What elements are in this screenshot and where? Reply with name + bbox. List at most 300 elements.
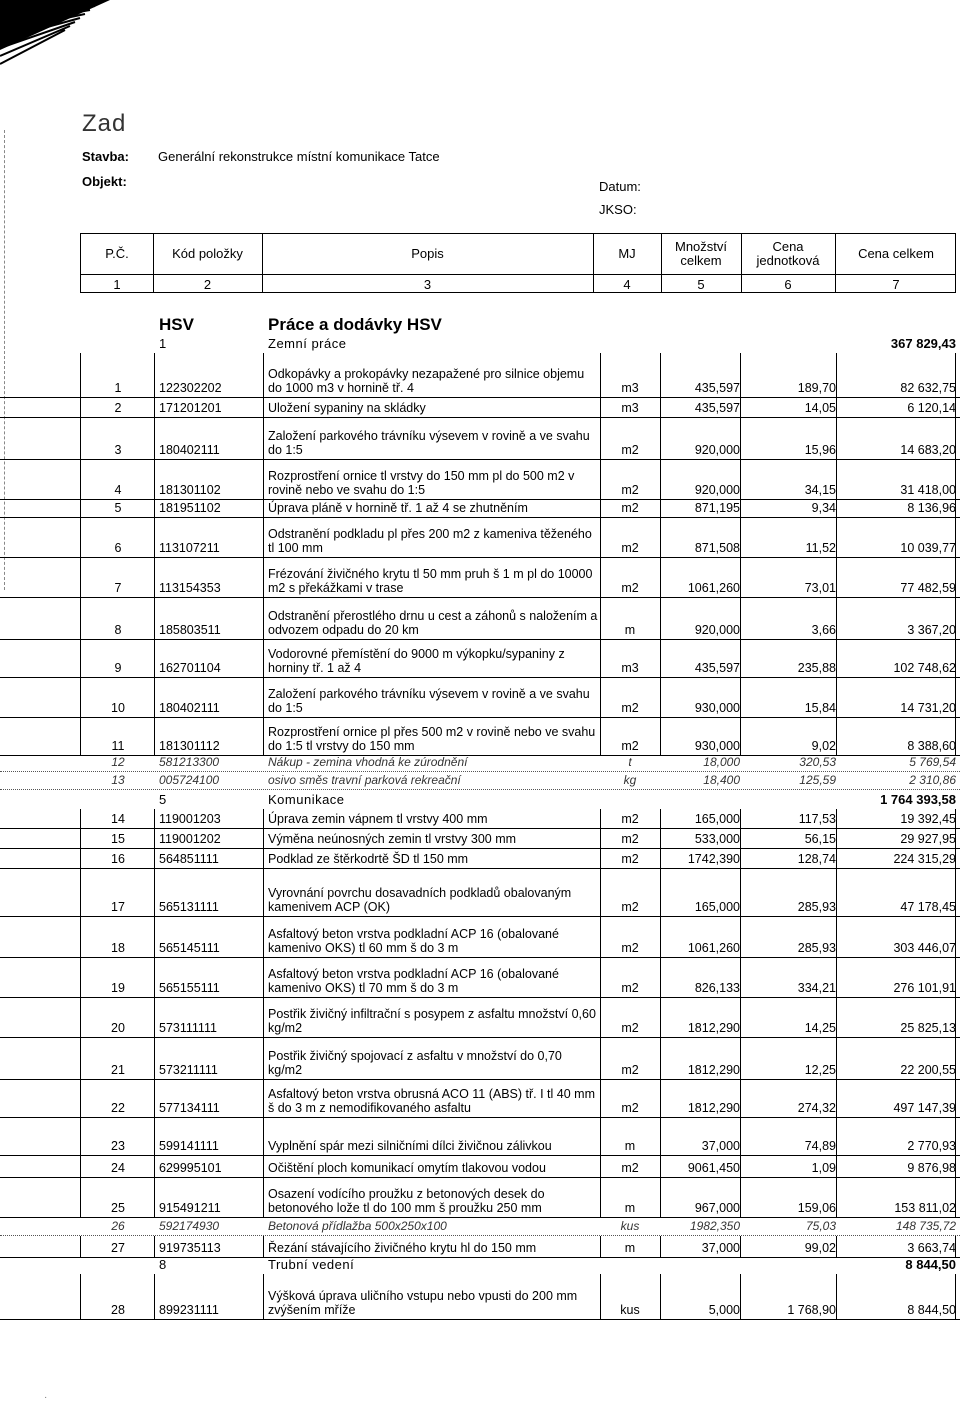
table-row — [0, 1118, 960, 1156]
table-row — [0, 418, 960, 460]
item-code: 181301112 — [159, 739, 220, 753]
item-quantity: 165,000 — [694, 812, 740, 826]
item-total: 82 632,75 — [900, 381, 956, 395]
item-description: Asfaltový beton vrstva obrusná ACO 11 (ABS) tř. I tl 40 mm š do 3 m z nemodifikovaného asfaltu — [268, 1087, 595, 1115]
item-quantity: 826,133 — [694, 981, 740, 995]
item-code: 573111111 — [159, 1021, 217, 1035]
column-header-table — [80, 233, 956, 293]
cell-divider — [154, 1236, 155, 1258]
row-number: 21 — [111, 1063, 125, 1077]
row-number: 25 — [111, 1201, 125, 1215]
item-total: 22 200,55 — [900, 1063, 956, 1077]
item-unit-price: 117,53 — [798, 812, 836, 826]
section-name: Trubní vedení — [268, 1257, 355, 1272]
cell-divider — [836, 849, 837, 869]
item-code: 915491211 — [159, 1201, 221, 1215]
header-cena-celkem: Cena celkem — [858, 246, 934, 261]
cell-divider — [836, 518, 837, 558]
item-unit-price: 15,84 — [804, 701, 836, 715]
item-unit-price: 34,15 — [804, 483, 836, 497]
cell-divider — [263, 518, 264, 558]
item-unit: m — [624, 623, 636, 637]
cell-divider — [154, 869, 155, 917]
item-unit: m2 — [621, 541, 639, 555]
row-number: 26 — [111, 1219, 125, 1233]
corner-scan-mark — [0, 0, 110, 110]
section-name: Zemní práce — [268, 336, 347, 351]
colnum-4: 4 — [623, 276, 631, 292]
cell-divider — [154, 1118, 155, 1156]
item-code: 180402111 — [159, 443, 220, 457]
item-description: Řezání stávajícího živičného krytu hl do 150 mm — [268, 1241, 537, 1255]
row-number: 28 — [111, 1303, 125, 1317]
item-unit: m2 — [621, 852, 639, 866]
item-quantity: 920,000 — [694, 443, 740, 457]
item-code: 162701104 — [159, 661, 221, 675]
item-total: 2 310,86 — [909, 773, 956, 787]
colnum-2: 2 — [203, 276, 212, 292]
item-description: Vyrovnání povrchu dosavadních podkladů obalovaným kamenivem ACP (OK) — [268, 886, 572, 914]
document-title: Zad — [82, 110, 127, 137]
item-unit: kus — [620, 1303, 640, 1317]
table-row — [0, 1274, 960, 1320]
cell-divider — [263, 1236, 264, 1258]
cell-divider — [263, 718, 264, 756]
item-total: 276 101,91 — [893, 981, 956, 995]
item-unit-price: 56,15 — [804, 832, 836, 846]
row-number: 7 — [114, 581, 122, 595]
item-quantity: 18,000 — [703, 755, 740, 769]
item-description: Vodorovné přemístění do 9000 m výkopku/sypaniny z horniny tř. 1 až 4 — [268, 647, 565, 675]
item-quantity: 871,195 — [694, 501, 740, 515]
cell-divider — [836, 809, 837, 829]
row-number: 2 — [114, 401, 122, 415]
item-unit-price: 99,02 — [804, 1241, 836, 1255]
table-row — [0, 558, 960, 598]
cell-divider — [836, 1178, 837, 1218]
cell-divider — [836, 1236, 837, 1258]
table-row — [0, 398, 960, 418]
item-code: 899231111 — [159, 1303, 219, 1317]
item-quantity: 1982,350 — [689, 1219, 740, 1233]
item-total: 102 748,62 — [893, 661, 956, 675]
section-row — [0, 337, 960, 353]
item-description: Založení parkového trávníku výsevem v rovině a ve svahu do 1:5 — [268, 687, 590, 715]
item-total: 3 663,74 — [907, 1241, 956, 1255]
table-row — [0, 809, 960, 829]
colnum-3: 3 — [423, 276, 432, 292]
row-number: 19 — [111, 981, 125, 995]
item-description: Úprava pláně v hornině tř. 1 až 4 se zhutněním — [268, 501, 528, 515]
table-row — [0, 1156, 960, 1178]
cell-divider — [263, 353, 264, 398]
item-total: 14 683,20 — [900, 443, 956, 457]
jkso-label: JKSO: — [599, 202, 637, 217]
item-code: 573211111 — [159, 1063, 218, 1077]
material-row — [0, 1218, 960, 1236]
item-total: 29 927,95 — [900, 832, 956, 846]
cell-divider — [263, 398, 264, 418]
colnum-6: 6 — [784, 276, 792, 292]
stavba-label: Stavba: — [82, 149, 129, 164]
item-unit-price: 1 768,90 — [787, 1303, 836, 1317]
item-unit: m2 — [621, 581, 639, 595]
row-number: 23 — [111, 1139, 125, 1153]
item-unit: m2 — [621, 1101, 639, 1115]
cell-divider — [836, 598, 837, 640]
table-row — [0, 1236, 960, 1258]
table-row — [0, 869, 960, 917]
item-quantity: 435,597 — [694, 401, 740, 415]
table-row — [0, 640, 960, 678]
cell-divider — [836, 558, 837, 598]
cell-divider — [154, 518, 155, 558]
header-cena-jedn: Cena jednotková — [756, 239, 820, 268]
item-unit: m — [624, 1139, 636, 1153]
row-number: 16 — [111, 852, 125, 866]
cell-divider — [154, 558, 155, 598]
item-quantity: 1742,390 — [687, 852, 740, 866]
item-code: 113154353 — [159, 581, 221, 595]
cell-divider — [836, 718, 837, 756]
item-quantity: 1061,260 — [687, 581, 740, 595]
cell-divider — [836, 460, 837, 500]
section-number: 1 — [159, 336, 167, 351]
item-total: 8 844,50 — [907, 1303, 956, 1317]
cell-divider — [263, 1178, 264, 1218]
cell-divider — [154, 640, 155, 678]
table-row — [0, 958, 960, 998]
item-description: Uložení sypaniny na skládky — [268, 401, 426, 415]
table-row — [0, 849, 960, 869]
header-kod: Kód položky — [172, 246, 243, 261]
cell-divider — [836, 678, 837, 718]
item-quantity: 18,400 — [703, 773, 740, 787]
item-total: 9 876,98 — [907, 1161, 956, 1175]
item-unit-price: 1,09 — [811, 1161, 836, 1175]
row-number: 20 — [111, 1021, 125, 1035]
table-row — [0, 500, 960, 518]
table-row — [0, 353, 960, 398]
item-code: 581213300 — [159, 755, 220, 769]
table-row — [0, 1038, 960, 1080]
colnum-1: 1 — [113, 276, 121, 292]
item-total: 77 482,59 — [900, 581, 956, 595]
item-quantity: 5,000 — [708, 1303, 740, 1317]
item-total: 3 367,20 — [907, 623, 956, 637]
stray-mark: · — [44, 1392, 48, 1403]
item-quantity: 930,000 — [694, 739, 740, 753]
item-code: 180402111 — [159, 701, 220, 715]
item-quantity: 871,508 — [694, 541, 740, 555]
cell-divider — [836, 1274, 837, 1320]
section-total: 367 829,43 — [890, 336, 956, 351]
table-row — [0, 598, 960, 640]
cell-divider — [263, 558, 264, 598]
row-number: 27 — [111, 1241, 125, 1255]
item-unit-price: 9,02 — [811, 739, 836, 753]
item-quantity: 435,597 — [694, 661, 740, 675]
item-code: 565131111 — [159, 900, 219, 914]
item-description: Očištění ploch komunikací omytím tlakovou vodou — [268, 1161, 546, 1175]
item-unit: m3 — [621, 381, 639, 395]
item-unit-price: 235,88 — [797, 661, 836, 675]
item-code: 592174930 — [159, 1219, 220, 1233]
row-number: 5 — [114, 501, 122, 515]
cell-divider — [263, 809, 264, 829]
header-mj: MJ — [618, 246, 636, 261]
datum-label: Datum: — [599, 179, 641, 194]
item-description: osivo směs travní parková rekreační — [268, 773, 461, 787]
item-unit-price: 334,21 — [797, 981, 836, 995]
header-popis: Popis — [411, 246, 444, 261]
item-unit: kus — [620, 1219, 640, 1233]
item-unit: t — [628, 755, 632, 769]
section-row — [0, 790, 960, 809]
header-mnozstvi: Množství celkem — [674, 239, 727, 268]
cell-divider — [836, 869, 837, 917]
cell-divider — [263, 598, 264, 640]
cell-divider — [154, 1038, 155, 1080]
cell-divider — [154, 1178, 155, 1218]
item-unit-price: 14,05 — [804, 401, 836, 415]
cell-divider — [836, 829, 837, 849]
item-quantity: 967,000 — [694, 1201, 740, 1215]
cell-divider — [836, 998, 837, 1038]
item-code: 122302202 — [159, 381, 222, 395]
item-description: Úprava zemin vápnem tl vrstvy 400 mm — [268, 812, 488, 826]
item-unit-price: 128,74 — [797, 852, 836, 866]
cell-divider — [836, 1118, 837, 1156]
item-unit: m2 — [621, 701, 639, 715]
item-unit-price: 320,53 — [799, 755, 836, 769]
item-description: Odkopávky a prokopávky nezapažené pro silnice objemu do 1000 m3 v hornině tř. 4 — [268, 367, 585, 395]
cell-divider — [154, 958, 155, 998]
row-number: 15 — [111, 832, 125, 846]
item-unit: m2 — [621, 443, 639, 457]
cell-divider — [154, 500, 155, 518]
item-unit: m3 — [621, 401, 639, 415]
item-description: Odstranění přerostlého drnu u cest a záhonů s naložením a odvozem odpadu do 20 km — [268, 609, 598, 637]
item-quantity: 435,597 — [694, 381, 740, 395]
cell-divider — [154, 917, 155, 958]
colnum-7: 7 — [892, 276, 900, 292]
cell-divider — [836, 418, 837, 460]
row-number: 9 — [114, 661, 122, 675]
item-quantity: 1061,260 — [687, 941, 740, 955]
item-unit: m — [624, 1201, 636, 1215]
cell-divider — [836, 353, 837, 398]
item-unit: m2 — [621, 981, 639, 995]
header-pc: P.Č. — [105, 246, 129, 261]
cell-divider — [263, 917, 264, 958]
cell-divider — [263, 1118, 264, 1156]
item-unit: m2 — [621, 501, 639, 515]
item-unit: m2 — [621, 900, 639, 914]
cell-divider — [263, 869, 264, 917]
cell-divider — [263, 1274, 264, 1320]
item-code: 119001203 — [159, 812, 221, 826]
cell-divider — [154, 678, 155, 718]
item-unit: m2 — [621, 1161, 639, 1175]
cell-divider — [263, 1038, 264, 1080]
row-number: 22 — [111, 1101, 125, 1115]
item-total: 5 769,54 — [909, 755, 956, 769]
item-unit: m2 — [621, 739, 639, 753]
cell-divider — [263, 460, 264, 500]
item-quantity: 533,000 — [694, 832, 740, 846]
item-description: Postřik živičný infiltrační s posypem z asfaltu množství 0,60 kg/m2 — [268, 1007, 596, 1035]
cell-divider — [263, 998, 264, 1038]
section-name: Komunikace — [268, 792, 345, 807]
cell-divider — [263, 678, 264, 718]
item-total: 497 147,39 — [893, 1101, 956, 1115]
item-unit: kg — [623, 773, 637, 787]
group-code: HSV — [159, 315, 194, 334]
row-number: 8 — [114, 623, 122, 637]
item-total: 31 418,00 — [900, 483, 956, 497]
item-code: 599141111 — [159, 1139, 219, 1153]
cell-divider — [263, 500, 264, 518]
item-description: Frézování živičného krytu tl 50 mm pruh š 1 m pl do 10000 m2 s překážkami v trase — [268, 567, 593, 595]
cell-divider — [836, 1038, 837, 1080]
section-row — [0, 1258, 960, 1274]
cell-divider — [836, 917, 837, 958]
item-unit-price: 14,25 — [804, 1021, 836, 1035]
cell-divider — [154, 718, 155, 756]
item-description: Založení parkového trávníku výsevem v rovině a ve svahu do 1:5 — [268, 429, 590, 457]
item-total: 19 392,45 — [900, 812, 956, 826]
row-number: 12 — [111, 755, 125, 769]
row-number: 4 — [114, 483, 122, 497]
stavba-value: Generální rekonstrukce místní komunikace Tatce — [158, 149, 440, 164]
row-number: 3 — [114, 443, 122, 457]
section-number: 8 — [159, 1257, 167, 1272]
item-unit-price: 285,93 — [797, 900, 836, 914]
cell-divider — [263, 418, 264, 460]
table-row — [0, 998, 960, 1038]
cell-divider — [154, 460, 155, 500]
row-number: 17 — [111, 900, 125, 914]
cell-divider — [154, 418, 155, 460]
material-row — [0, 756, 960, 772]
item-unit-price: 9,34 — [811, 501, 836, 515]
item-description: Výměna neúnosných zemin tl vrstvy 300 mm — [268, 832, 517, 846]
cell-divider — [154, 1156, 155, 1178]
cell-divider — [154, 829, 155, 849]
item-unit: m2 — [621, 1021, 639, 1035]
cell-divider — [836, 1080, 837, 1118]
item-description: Vyplnění spár mezi silničními dílci živičnou zálivkou — [268, 1139, 552, 1153]
cell-divider — [263, 1156, 264, 1178]
item-quantity: 1812,290 — [687, 1063, 740, 1077]
item-code: 005724100 — [159, 773, 220, 787]
row-number: 11 — [111, 739, 125, 753]
item-description: Asfaltový beton vrstva podkladní ACP 16 (obalované kamenivo OKS) tl 60 mm š do 3 m — [268, 927, 559, 955]
item-total: 47 178,45 — [900, 900, 956, 914]
cell-divider — [154, 353, 155, 398]
item-unit-price: 73,01 — [804, 581, 836, 595]
cell-divider — [836, 398, 837, 418]
cell-divider — [836, 958, 837, 998]
cell-divider — [154, 598, 155, 640]
item-unit-price: 15,96 — [804, 443, 836, 457]
table-row — [0, 518, 960, 558]
table-row — [0, 718, 960, 756]
item-description: Osazení vodícího proužku z betonových desek do betonového lože tl do 100 mm š proužku 250 mm — [268, 1187, 545, 1215]
item-quantity: 37,000 — [701, 1139, 740, 1153]
item-unit-price: 189,70 — [797, 381, 836, 395]
cell-divider — [154, 1274, 155, 1320]
item-unit: m2 — [621, 832, 639, 846]
table-row — [0, 829, 960, 849]
item-code: 629995101 — [159, 1161, 222, 1175]
item-code: 919735113 — [159, 1241, 221, 1255]
cell-divider — [836, 500, 837, 518]
item-total: 8 388,60 — [907, 739, 956, 753]
item-code: 565145111 — [159, 941, 220, 955]
item-quantity: 920,000 — [694, 623, 740, 637]
item-unit-price: 3,66 — [811, 623, 836, 637]
item-code: 564851111 — [159, 852, 219, 866]
item-code: 185803511 — [159, 623, 221, 637]
table-row — [0, 1080, 960, 1118]
item-unit-price: 11,52 — [805, 541, 836, 555]
item-description: Rozprostření ornice pl přes 500 m2 v rovině nebo ve svahu do 1:5 tl vrstvy do 150 mm — [268, 725, 596, 753]
item-description: Nákup - zemina vhodná ke zúrodnění — [268, 755, 468, 769]
item-unit: m2 — [621, 941, 639, 955]
item-total: 6 120,14 — [907, 401, 956, 415]
group-name: Práce a dodávky HSV — [268, 315, 442, 334]
item-unit-price: 12,25 — [804, 1063, 836, 1077]
section-number: 5 — [159, 792, 167, 807]
table-row — [0, 678, 960, 718]
item-unit: m2 — [621, 812, 639, 826]
item-description: Postřik živičný spojovací z asfaltu v množství do 0,70 kg/m2 — [268, 1049, 562, 1077]
item-unit-price: 274,32 — [797, 1101, 836, 1115]
item-quantity: 920,000 — [694, 483, 740, 497]
item-unit-price: 75,03 — [805, 1219, 836, 1233]
item-total: 303 446,07 — [893, 941, 956, 955]
item-code: 113107211 — [159, 541, 220, 555]
cell-divider — [263, 640, 264, 678]
cell-divider — [154, 849, 155, 869]
item-code: 181951102 — [159, 501, 221, 515]
item-quantity: 930,000 — [694, 701, 740, 715]
item-unit-price: 285,93 — [797, 941, 836, 955]
item-total: 14 731,20 — [900, 701, 956, 715]
item-quantity: 1812,290 — [687, 1021, 740, 1035]
item-code: 565155111 — [159, 981, 220, 995]
cell-divider — [263, 849, 264, 869]
item-quantity: 9061,450 — [687, 1161, 740, 1175]
item-description: Rozprostření ornice tl vrstvy do 150 mm pl do 500 m2 v rovině nebo ve svahu do 1:5 — [268, 469, 575, 497]
item-total: 148 735,72 — [895, 1219, 956, 1233]
item-code: 119001202 — [159, 832, 221, 846]
cell-divider — [263, 958, 264, 998]
item-total: 2 770,93 — [907, 1139, 956, 1153]
item-quantity: 165,000 — [694, 900, 740, 914]
item-unit-price: 159,06 — [797, 1201, 836, 1215]
row-number: 13 — [111, 773, 125, 787]
table-row — [0, 917, 960, 958]
item-description: Asfaltový beton vrstva podkladní ACP 16 (obalované kamenivo OKS) tl 70 mm š do 3 m — [268, 967, 559, 995]
item-code: 577134111 — [159, 1101, 220, 1115]
item-description: Odstranění podkladu pl přes 200 m2 z kameniva těženého tl 100 mm — [268, 527, 592, 555]
row-number: 6 — [114, 541, 122, 555]
item-description: Betonová přídlažba 500x250x100 — [268, 1219, 447, 1233]
item-total: 224 315,29 — [893, 852, 956, 866]
